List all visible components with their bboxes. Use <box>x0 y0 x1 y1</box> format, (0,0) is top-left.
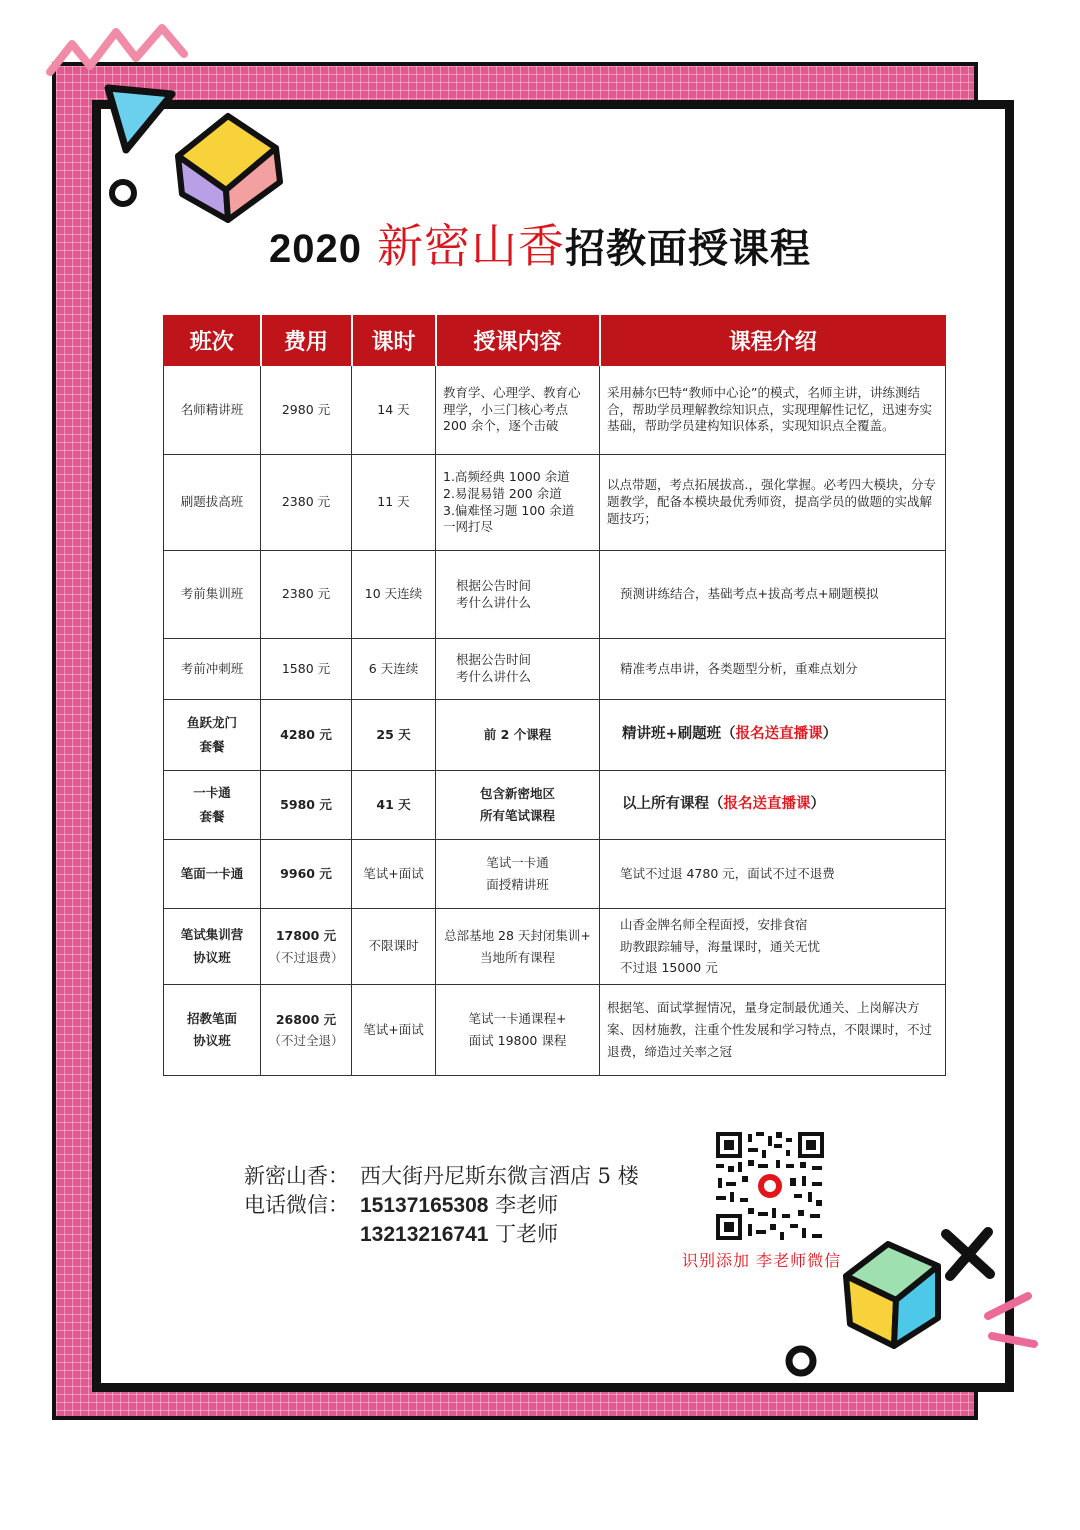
row-intro: 笔试不过退 4780 元，面试不过不退费 <box>600 840 946 909</box>
table-row <box>164 840 946 909</box>
phone-line <box>244 1220 639 1249</box>
header-content: 授课内容 <box>436 316 600 366</box>
row-intro <box>600 700 946 771</box>
row-name: 考前冲刺班 <box>164 639 261 700</box>
cube-decoration-icon <box>168 108 288 226</box>
row-name: 考前集训班 <box>164 551 261 639</box>
ring-decoration-icon <box>782 1342 820 1380</box>
table-row <box>164 985 946 1076</box>
header-hours: 课时 <box>352 316 436 366</box>
row-fee-amount: 26800 元 <box>275 1011 337 1027</box>
header-fee: 费用 <box>261 316 352 366</box>
intro-suffix: ） <box>822 726 838 743</box>
row-name: 名师精讲班 <box>164 366 261 455</box>
row-fee: 2380 元 <box>261 551 352 639</box>
phone-name-1: 李老师 <box>495 1193 559 1217</box>
row-intro: 预测讲练结合，基础考点+拔高考点+刷题模拟 <box>600 551 946 639</box>
row-fee: 4280 元 <box>261 700 352 771</box>
intro-prefix: 精讲班+刷题班（ <box>622 726 736 743</box>
x-decoration-icon <box>936 1222 1000 1286</box>
row-name: 笔面一卡通 <box>164 840 261 909</box>
phone-label: 电话微信： <box>244 1193 349 1217</box>
table-row <box>164 366 946 455</box>
table-header-row <box>164 316 946 366</box>
table-row <box>164 700 946 771</box>
intro-prefix: 以上所有课程（ <box>622 796 724 813</box>
row-hours: 41 天 <box>352 771 436 840</box>
table-row <box>164 909 946 985</box>
row-hours: 25 天 <box>352 700 436 771</box>
row-fee: 1580 元 <box>261 639 352 700</box>
row-fee: 2380 元 <box>261 455 352 551</box>
row-fee-note: （不过退费） <box>268 949 344 965</box>
table-row <box>164 551 946 639</box>
page-title <box>0 210 1080 276</box>
row-hours: 14 天 <box>352 366 436 455</box>
row-name-line1: 一卡通 <box>193 785 231 801</box>
row-hours: 不限课时 <box>352 909 436 985</box>
address-line <box>244 1162 639 1191</box>
phone-number-1[interactable]: 15137165308 <box>360 1194 489 1217</box>
row-content: 根据公告时间 考什么讲什么 <box>436 551 600 639</box>
row-name-line2: 套餐 <box>199 809 225 824</box>
row-content: 根据公告时间 考什么讲什么 <box>436 639 600 700</box>
row-hours: 11 天 <box>352 455 436 551</box>
contact-info <box>244 1162 639 1249</box>
row-content: 前 2 个课程 <box>436 700 600 771</box>
phone-number-2[interactable]: 13213216741 <box>360 1223 489 1246</box>
dash-decoration-icon <box>978 1288 1042 1358</box>
row-hours: 6 天连续 <box>352 639 436 700</box>
course-table <box>163 315 946 1076</box>
row-content: 总部基地 28 天封闭集训+ 当地所有课程 <box>436 909 600 985</box>
row-fee <box>261 985 352 1076</box>
zigzag-decoration-icon <box>44 14 194 84</box>
row-intro: 采用赫尔巴特“教师中心论”的模式，名师主讲，讲练测结合，帮助学员理解教综知识点，实现理解性记忆，迅速夯实基础，帮助学员建构知识体系，实现知识点全覆盖。 <box>600 366 946 455</box>
row-hours: 笔试+面试 <box>352 985 436 1076</box>
title-year: 2020 <box>269 227 363 271</box>
intro-suffix: ） <box>810 796 825 813</box>
row-hours: 笔试+面试 <box>352 840 436 909</box>
row-content: 包含新密地区 所有笔试课程 <box>436 771 600 840</box>
row-fee: 9960 元 <box>261 840 352 909</box>
phone-line <box>244 1191 639 1220</box>
row-content: 笔试一卡通 面授精讲班 <box>436 840 600 909</box>
row-name: 刷题拔高班 <box>164 455 261 551</box>
row-intro: 精准考点串讲，各类题型分析，重难点划分 <box>600 639 946 700</box>
title-rest: 招教面授课程 <box>564 226 811 272</box>
ring-decoration-icon <box>106 176 140 210</box>
row-intro: 根据笔、面试掌握情况，量身定制最优通关、上岗解决方案、因材施教，注重个性发展和学习特点，不限课时，不过退费，缔造过关率之冠 <box>600 985 946 1076</box>
row-name: 招教笔面 协议班 <box>164 985 261 1076</box>
intro-live-bonus: 报名送直播课 <box>723 796 811 813</box>
row-hours: 10 天连续 <box>352 551 436 639</box>
table-row <box>164 455 946 551</box>
address-label: 新密山香： <box>244 1164 349 1188</box>
row-intro: 山香金牌名师全程面授，安排食宿 助教跟踪辅导，海量课时，通关无忧 不过退 15000 元 <box>600 909 946 985</box>
row-content: 教育学、心理学、教育心理学，小三门核心考点 200 余个，逐个击破 <box>436 366 600 455</box>
row-name: 笔试集训营 协议班 <box>164 909 261 985</box>
row-name <box>164 771 261 840</box>
row-content: 1.高频经典 1000 余道 2.易混易错 200 余道 3.偏难怪习题 100 余道 一网打尽 <box>436 455 600 551</box>
header-intro: 课程介绍 <box>600 316 946 366</box>
address-text: 西大街丹尼斯东微言酒店 5 楼 <box>360 1164 639 1188</box>
qr-caption: 识别添加 李老师微信 <box>682 1251 842 1270</box>
row-intro <box>600 771 946 840</box>
row-fee <box>261 909 352 985</box>
row-fee: 2980 元 <box>261 366 352 455</box>
row-content: 笔试一卡通课程+ 面试 19800 课程 <box>436 985 600 1076</box>
wechat-qr-code-icon[interactable] <box>714 1130 826 1242</box>
cube-decoration-icon <box>838 1236 948 1354</box>
row-fee-amount: 17800 元 <box>275 928 337 944</box>
row-name-line2: 套餐 <box>199 739 225 754</box>
row-name-line1: 鱼跃龙门 <box>186 715 237 731</box>
row-intro: 以点带题，考点拓展拔高.，强化掌握。必考四大模块，分专题教学，配备本模块最优秀师资，提高学员的做题的实战解题技巧； <box>600 455 946 551</box>
table-row <box>164 639 946 700</box>
row-fee-note: （不过全退） <box>268 1033 344 1048</box>
table-row <box>164 771 946 840</box>
intro-live-bonus: 报名送直播课 <box>735 726 823 743</box>
phone-name-2: 丁老师 <box>495 1222 559 1246</box>
row-name <box>164 700 261 771</box>
header-class: 班次 <box>164 316 261 366</box>
title-brand: 新密山香 <box>376 219 565 273</box>
row-fee: 5980 元 <box>261 771 352 840</box>
